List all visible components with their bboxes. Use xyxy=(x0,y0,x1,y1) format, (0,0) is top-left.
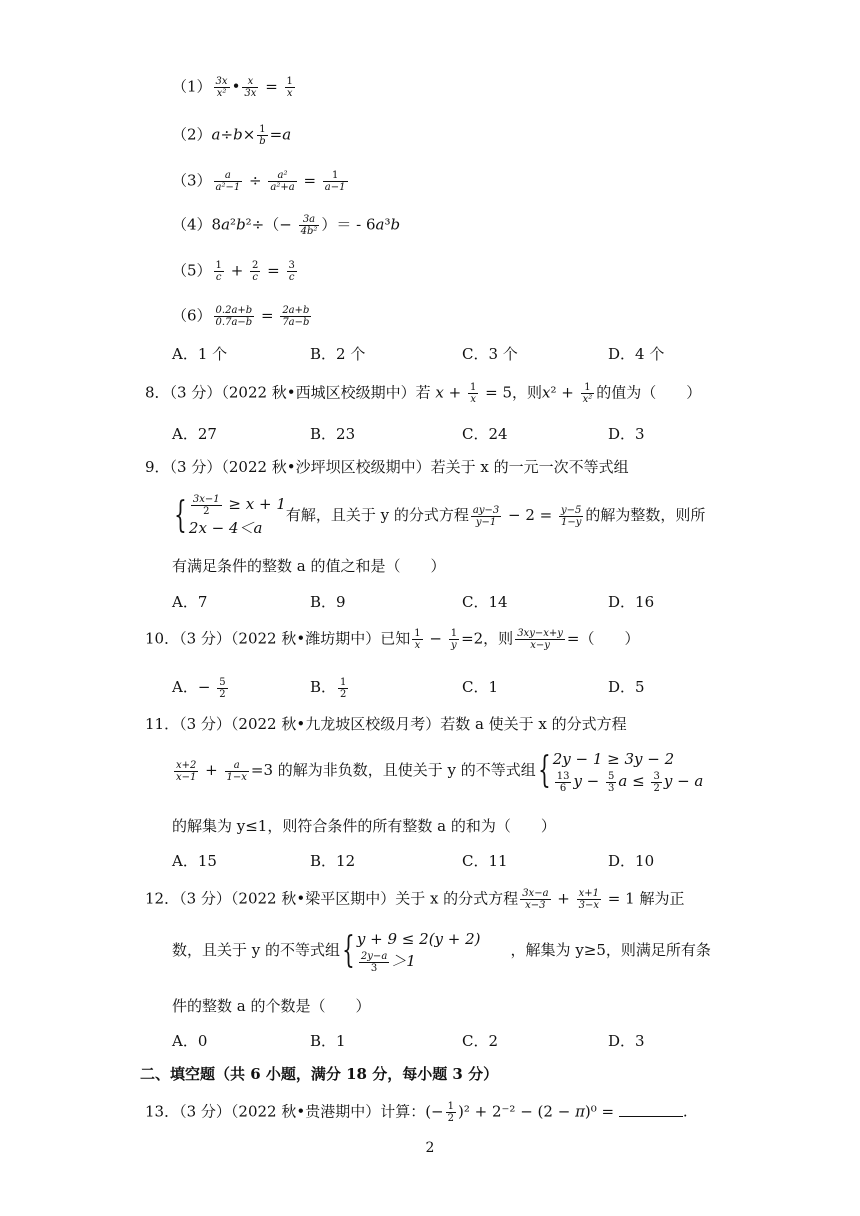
q11-stem: 11．（3 分）（2022 秋•九龙坡区校级月考）若数 a 使关于 x 的分式方程 xyxy=(145,715,627,733)
q7-option-c[interactable]: C．3 个 xyxy=(462,345,518,363)
q8-option-c[interactable]: C．24 xyxy=(462,425,508,443)
q12-stem: 12．（3 分）（2022 秋•梁平区期中）关于 x 的分式方程 $\frac{3x-a}{x-3}$ + $\frac{x+1}{3-x}$ = 1 解为正 xyxy=(145,888,685,911)
q11-option-d[interactable]: D．10 xyxy=(608,852,655,870)
q12-option-c[interactable]: C．2 xyxy=(462,1032,499,1050)
answer-blank[interactable] xyxy=(619,1102,683,1117)
item-6: （6） $\frac{0.2a+b}{0.7a-b}$ = $\frac{2a+b}{7a-b}$ xyxy=(172,305,310,328)
q12-option-b[interactable]: B．1 xyxy=(310,1032,346,1050)
page-number: 2 xyxy=(425,1140,435,1156)
q8-stem: 8．（3 分）（2022 秋•西城区校级期中）若 x + $\frac{1}{x}$ = 5，则x² + $\frac{1}{\text{x²}}$ 的值为（ ） xyxy=(145,382,702,405)
q12-option-d[interactable]: D．3 xyxy=(608,1032,645,1050)
item-1: （1） $\frac{3x}{\text{x²}}$ • $\frac{x}{3x}$ = $\frac{1}{x}$ xyxy=(172,76,293,99)
q7-option-b[interactable]: B．2 个 xyxy=(310,345,366,363)
q12-option-a[interactable]: A．0 xyxy=(172,1032,208,1050)
q11-option-b[interactable]: B．12 xyxy=(310,852,356,870)
q8-option-a[interactable]: A．27 xyxy=(172,425,217,443)
q7-option-a[interactable]: A．1 个 xyxy=(172,345,228,363)
q7-option-d[interactable]: D．4 个 xyxy=(608,345,665,363)
q8-option-b[interactable]: B．23 xyxy=(310,425,356,443)
q10-option-c[interactable]: C．1 xyxy=(462,678,499,696)
q9-option-b[interactable]: B．9 xyxy=(310,593,346,611)
item-3: （3） $\frac{a}{\text{a²−1}}$ ÷ $\frac{\text{a²}}{\text{a²+a}}$ = $\frac{1}{a-1}$ xyxy=(172,170,346,193)
q9-stem-end: 有满足条件的整数 a 的值之和是（ ） xyxy=(172,557,446,575)
q9-system: { $\frac{3x-1}{2}$ ≥ x + 1 2x − 4＜a有解，且关于 y 的分式方程 $\frac{ay-3}{y-1}$ − 2 = $\frac{y-5}{1-y}$ 的解为整数，则所 xyxy=(174,493,706,537)
q11-equation: $\frac{x+2}{x-1}$ + $\frac{a}{1-x}$ =3 的解为非负数，且使关于 y 的不等式组{ 2y − 1 ≥ 3y − 2 $\frac{13}{6}$ y − $\frac{5}{3}$ a ≤ $\frac{3}{2}$ y − a xyxy=(176,750,704,794)
q10-option-d[interactable]: D．5 xyxy=(608,678,645,696)
q10-option-a[interactable]: A．− $\frac{5}{2}$ xyxy=(172,676,226,700)
q11-stem-end: 的解集为 y≤1，则符合条件的所有整数 a 的和为（ ） xyxy=(172,817,556,835)
q11-option-c[interactable]: C．11 xyxy=(462,852,508,870)
item-2: （2）a÷b× $\frac{1}{b}$ =a xyxy=(172,124,292,147)
q12-stem-end: 件的整数 a 的个数是（ ） xyxy=(172,997,371,1015)
q12-system: 数，且关于 y 的不等式组{ y + 9 ≤ 2(y + 2) $\frac{2y-a}{3}$ ＞1 ，解集为 y≥5，则满足所有条 xyxy=(172,930,711,974)
q10-option-b[interactable]: B． $\frac{1}{2}$ xyxy=(310,676,347,700)
q11-option-a[interactable]: A．15 xyxy=(172,852,217,870)
section-heading: 二、填空题（共 6 小题，满分 18 分，每小题 3 分） xyxy=(140,1065,499,1083)
q9-option-c[interactable]: C．14 xyxy=(462,593,508,611)
q10-stem: 10．（3 分）（2022 秋•潍坊期中）已知 $\frac{1}{x}$ − $\frac{1}{y}$ =2，则 $\frac{3xy-x+y}{x-y}$ =（ ） xyxy=(145,628,640,651)
q9-stem: 9．（3 分）（2022 秋•沙坪坝区校级期中）若关于 x 的一元一次不等式组 xyxy=(145,458,629,476)
q9-option-d[interactable]: D．16 xyxy=(608,593,655,611)
item-5: （5） $\frac{1}{c}$ + $\frac{2}{c}$ = $\frac{3}{c}$ xyxy=(172,260,295,283)
q9-option-a[interactable]: A．7 xyxy=(172,593,208,611)
q8-option-d[interactable]: D．3 xyxy=(608,425,645,443)
q13-stem: 13．（3 分）（2022 秋•贵港期中）计算：(− $\frac{1}{2}$ )² + 2⁻² − (2 − π)⁰ = . xyxy=(145,1101,688,1124)
item-4: （4）8a²b²÷（− $\frac{3a}{\text{4b²}}$ ）＝ - 6a³b xyxy=(172,214,401,237)
